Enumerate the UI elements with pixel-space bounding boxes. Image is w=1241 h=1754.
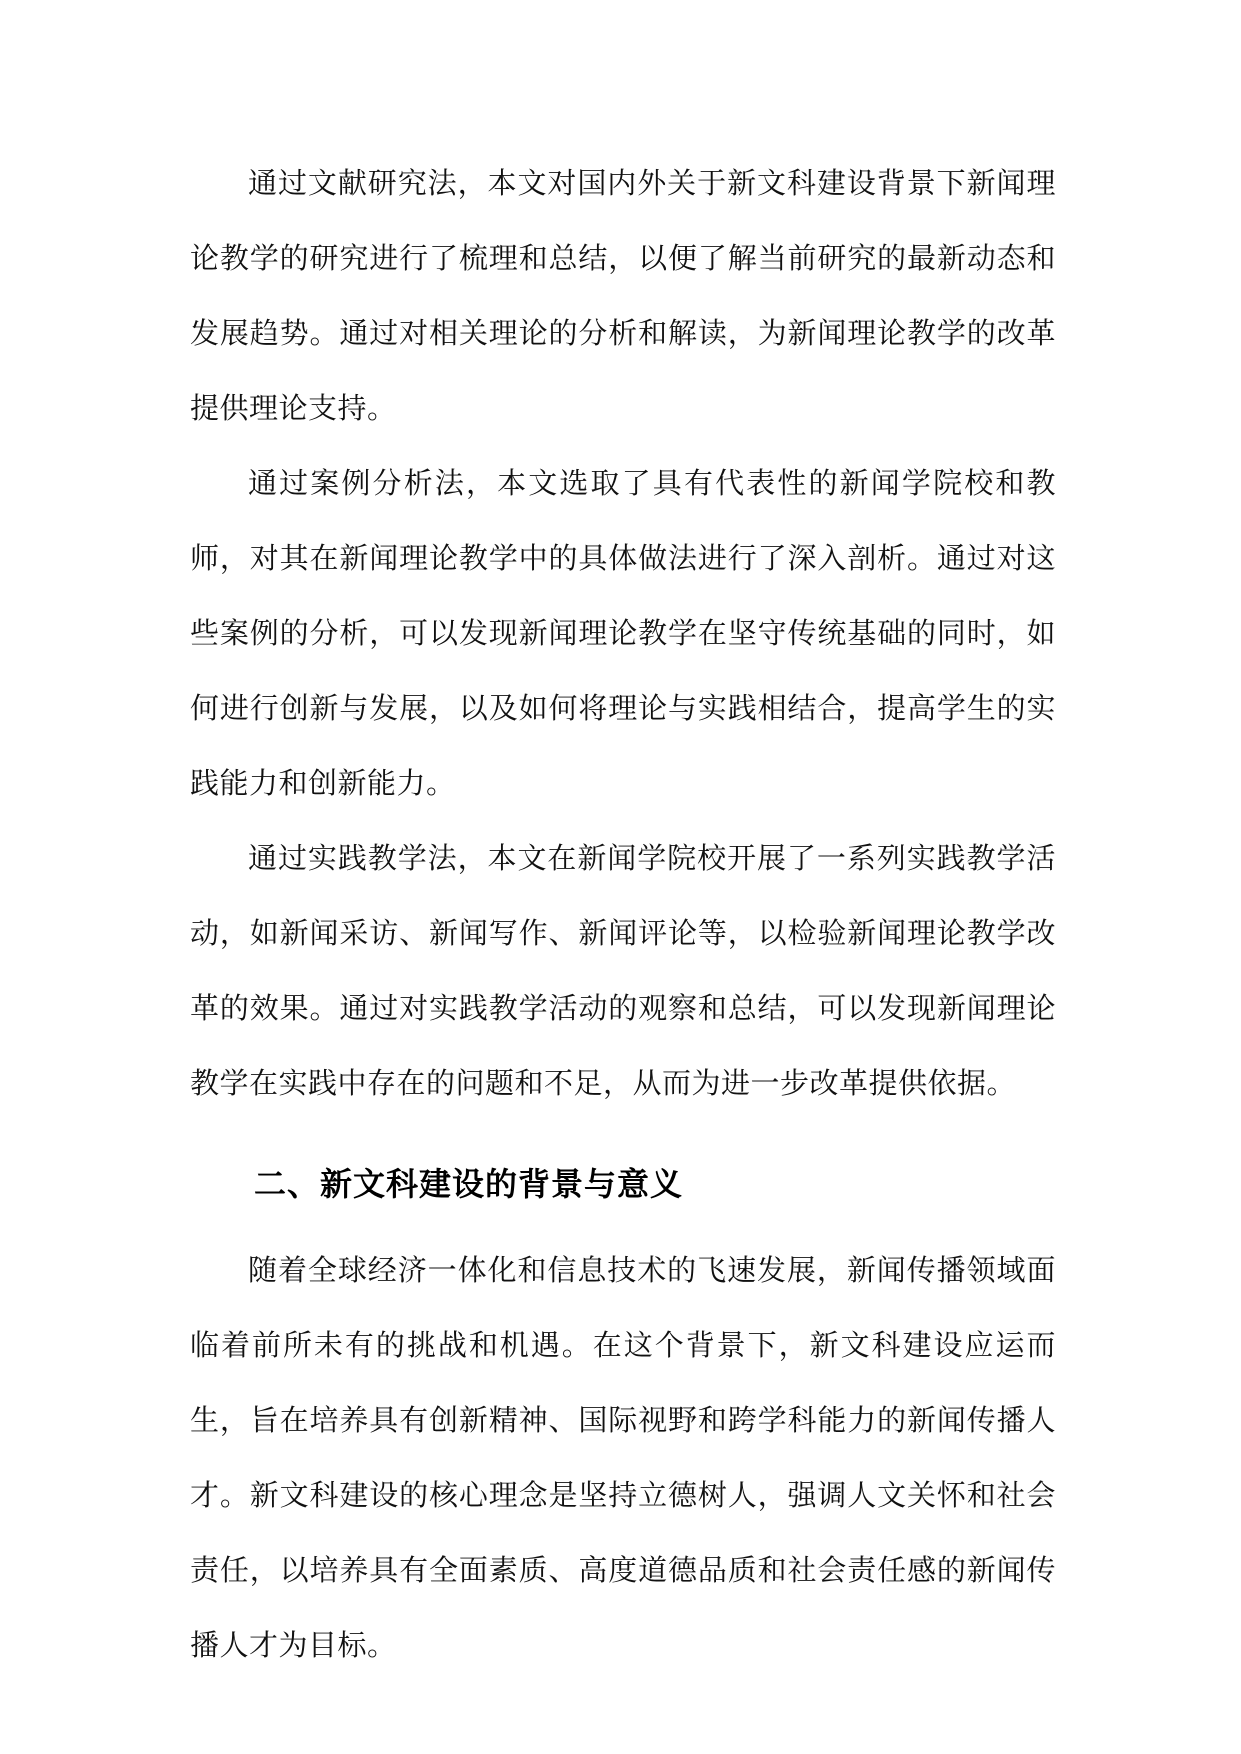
section-heading: 二、新文科建设的背景与意义: [254, 1165, 684, 1203]
paragraph-literature-method: 通过文献研究法，本文对国内外关于新文科建设背景下新闻理论教学的研究进行了梳理和总结，以便了解当前研究的最新动态和发展趋势。通过对相关理论的分析和解读，为新闻理论教学的改革提供理论支持。: [190, 166, 1056, 425]
paragraph-case-analysis: 通过案例分析法，本文选取了具有代表性的新闻学院校和教师，对其在新闻理论教学中的具体做法进行了深入剖析。通过对这些案例的分析，可以发现新闻理论教学在坚守传统基础的同时，如何进行创新与发展，以及如何将理论与实践相结合，提高学生的实践能力和创新能力。: [190, 466, 1056, 800]
document-body: [190, 146, 1056, 1683]
paragraph-practice-teaching: 通过实践教学法，本文在新闻学院校开展了一系列实践教学活动，如新闻采访、新闻写作、新闻评论等，以检验新闻理论教学改革的效果。通过对实践教学活动的观察和总结，可以发现新闻理论教学在实践中存在的问题和不足，从而为进一步改革提供依据。: [190, 841, 1056, 1100]
paragraph-background: 随着全球经济一体化和信息技术的飞速发展，新闻传播领域面临着前所未有的挑战和机遇。在这个背景下，新文科建设应运而生，旨在培养具有创新精神、国际视野和跨学科能力的新闻传播人才。新文科建设的核心理念是坚持立德树人，强调人文关怀和社会责任，以培养具有全面素质、高度道德品质和社会责任感的新闻传播人才为目标。: [190, 1253, 1056, 1662]
